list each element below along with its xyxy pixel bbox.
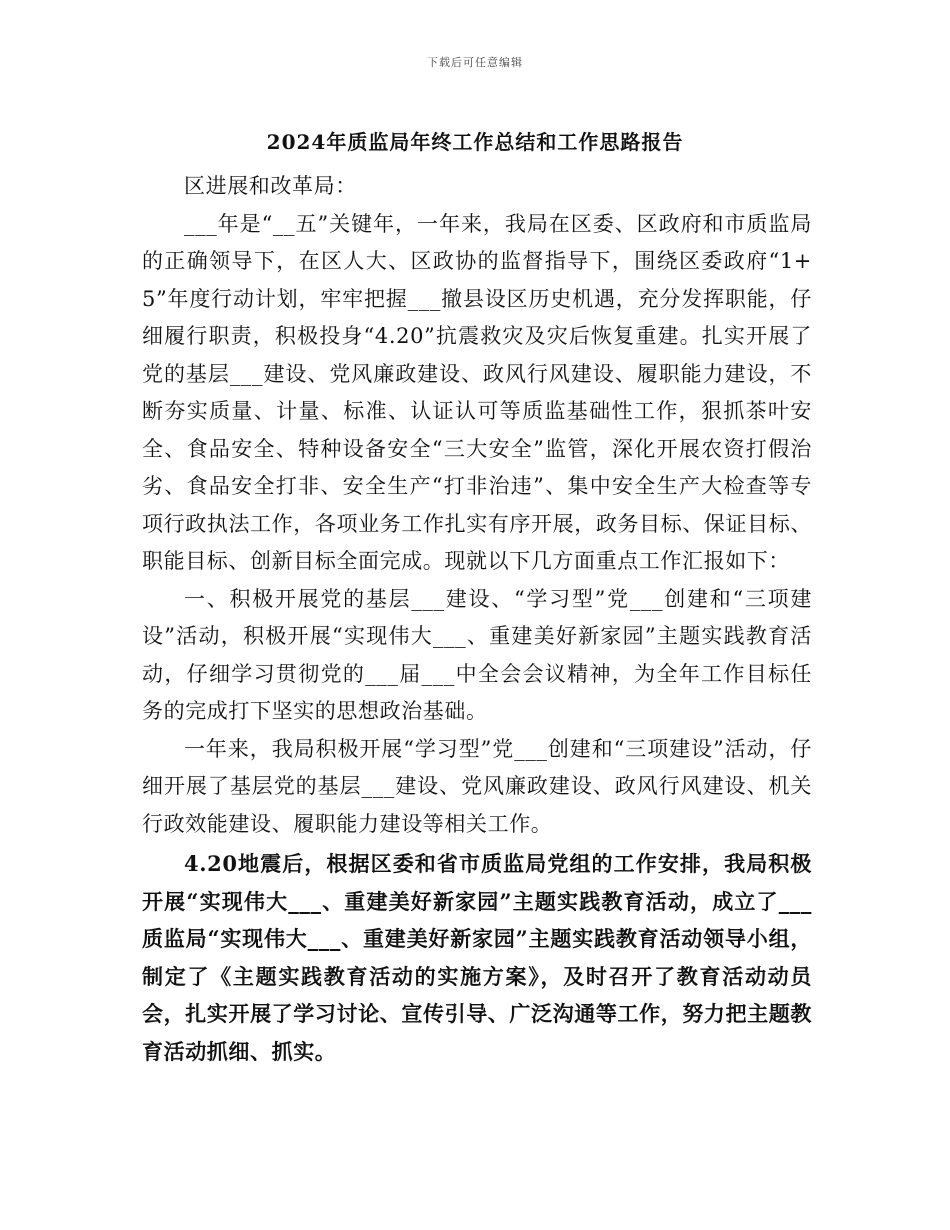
salutation: 区进展和改革局： — [184, 174, 357, 198]
paragraph-section-one: 一、积极开展党的基层___建设、“学习型”党___创建和“三项建设”活动，积极开展“实现伟大___、重建美好新家园”主题实践教育活动，仔细学习贯彻党的___届___中全会会议精神，为全年工作目标任务的完成打下坚实的思想政治基础。 — [142, 586, 812, 723]
paragraph-earthquake: 4.20地震后，根据区委和省市质监局党组的工作安排，我局积极开展“实现伟大___、重建美好新家园”主题实践教育活动，成立了___质监局“实现伟大___、重建美好新家园”主题实践教育活动领导小组，制定了《主题实践教育活动的实施方案》，及时召开了教育活动动员会，扎实开展了学习讨论、宣传引导、广泛沟通等工作，努力把主题教育活动抓细、抓实。 — [142, 851, 812, 1064]
paragraph-intro: ___年是“__五”关键年，一年来，我局在区委、区政府和市质监局的正确领导下，在区人大、区政协的监督指导下，围绕区委政府“1+5”年度行动计划，牢牢把握___撤县设区历史机遇，充分发挥职能，仔细履行职责，积极投身“4.20”抗震救灾及灾后恢复重建。扎实开展了党的基层___建设、党风廉政建设、政风行风建设、履职能力建设，不断夯实质量、计量、标准、认证认可等质监基础性工作，狠抓茶叶安全、食品安全、特种设备安全“三大安全”监管，深化开展农资打假治劣、食品安全打非、安全生产“打非治违”、集中安全生产大检查等专项行政执法工作，各项业务工作扎实有序开展，政务目标、保证目标、职能目标、创新目标全面完成。现就以下几方面重点工作汇报如下： — [142, 211, 812, 573]
header-note: 下载后可任意编辑 — [427, 56, 523, 69]
paragraph-year-review: 一年来，我局积极开展“学习型”党___创建和“三项建设”活动，仔细开展了基层党的基层___建设、党风廉政建设、政风行风建设、机关行政效能建设、履职能力建设等相关工作。 — [142, 736, 812, 836]
document-title: 2024年质监局年终工作总结和工作思路报告 — [266, 130, 684, 154]
document-body — [142, 168, 812, 1070]
